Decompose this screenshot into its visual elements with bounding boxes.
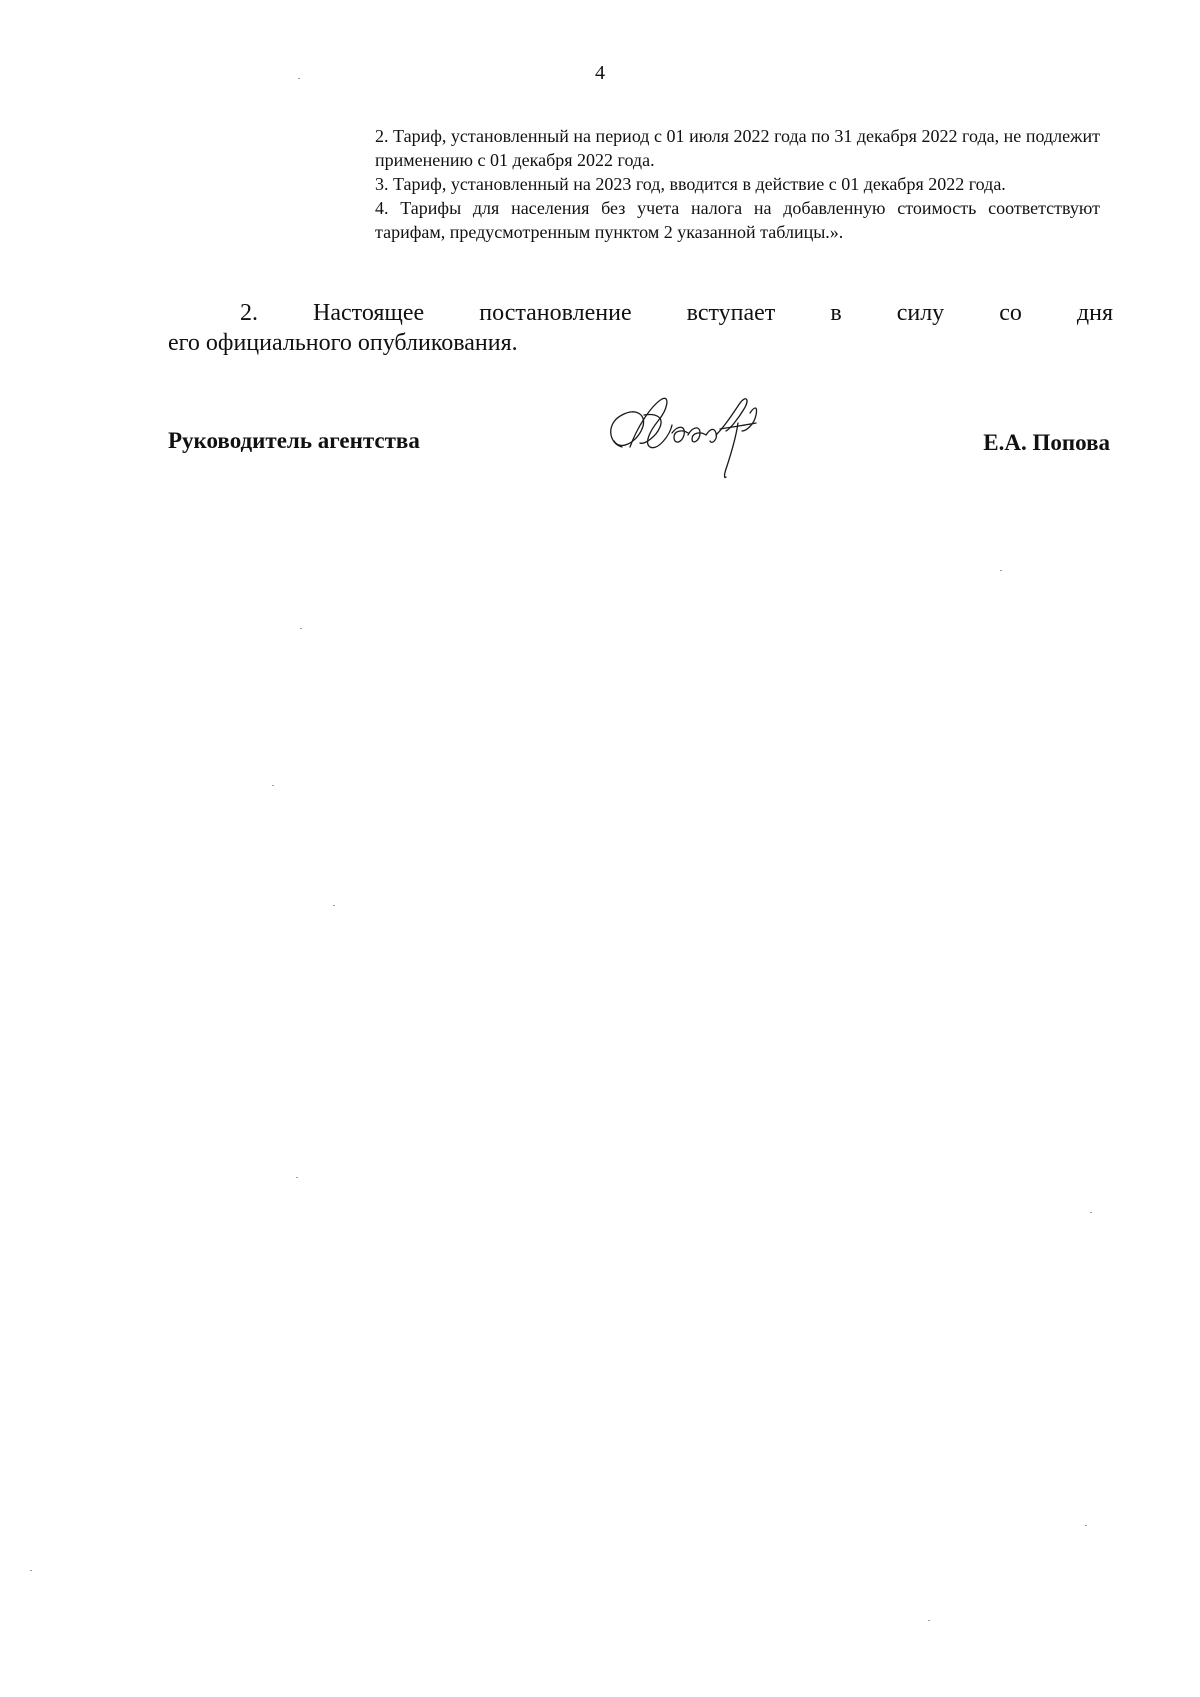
scan-speck	[272, 785, 274, 786]
paragraph-word: постановление	[479, 300, 632, 326]
note-4: 4. Тарифы для населения без учета налога на добавленную стоимость соответствуют тарифам, предусмотренным пунктом 2 указанной таблицы.».	[375, 198, 1100, 242]
scan-speck	[1085, 1525, 1087, 1526]
paragraph-word: Настоящее	[313, 300, 425, 326]
scan-speck	[30, 1570, 32, 1571]
scan-speck	[1000, 570, 1002, 571]
scan-speck	[296, 1177, 298, 1178]
paragraph-continuation: его официального опубликования.	[168, 330, 518, 356]
paragraph-word: в	[830, 300, 842, 326]
table-notes	[375, 124, 1100, 244]
signatory-title: Руководитель агентства	[168, 428, 420, 453]
note-3: 3. Тариф, установленный на 2023 год, вводится в действие с 01 декабря 2022 года.	[375, 174, 1006, 194]
scan-speck	[928, 1620, 930, 1621]
note-2: 2. Тариф, установленный на период с 01 июля 2022 года по 31 декабря 2022 года, не подлежит применению с 01 декабря 2022 года.	[375, 126, 1100, 170]
page-number: 4	[595, 62, 605, 84]
paragraph-2	[168, 298, 1113, 358]
paragraph-word: со	[999, 300, 1022, 326]
scan-speck	[1090, 1212, 1092, 1213]
handwritten-signature	[600, 385, 785, 485]
paragraph-first-line	[168, 298, 1113, 328]
paragraph-word: дня	[1076, 300, 1113, 326]
signatory-name: Е.А. Попова	[983, 430, 1110, 455]
scan-speck	[333, 905, 335, 906]
paragraph-word: вступает	[686, 300, 776, 326]
scan-speck	[300, 628, 302, 629]
scan-speck	[298, 78, 300, 79]
paragraph-word: силу	[896, 300, 945, 326]
paragraph-word: 2.	[240, 300, 258, 326]
